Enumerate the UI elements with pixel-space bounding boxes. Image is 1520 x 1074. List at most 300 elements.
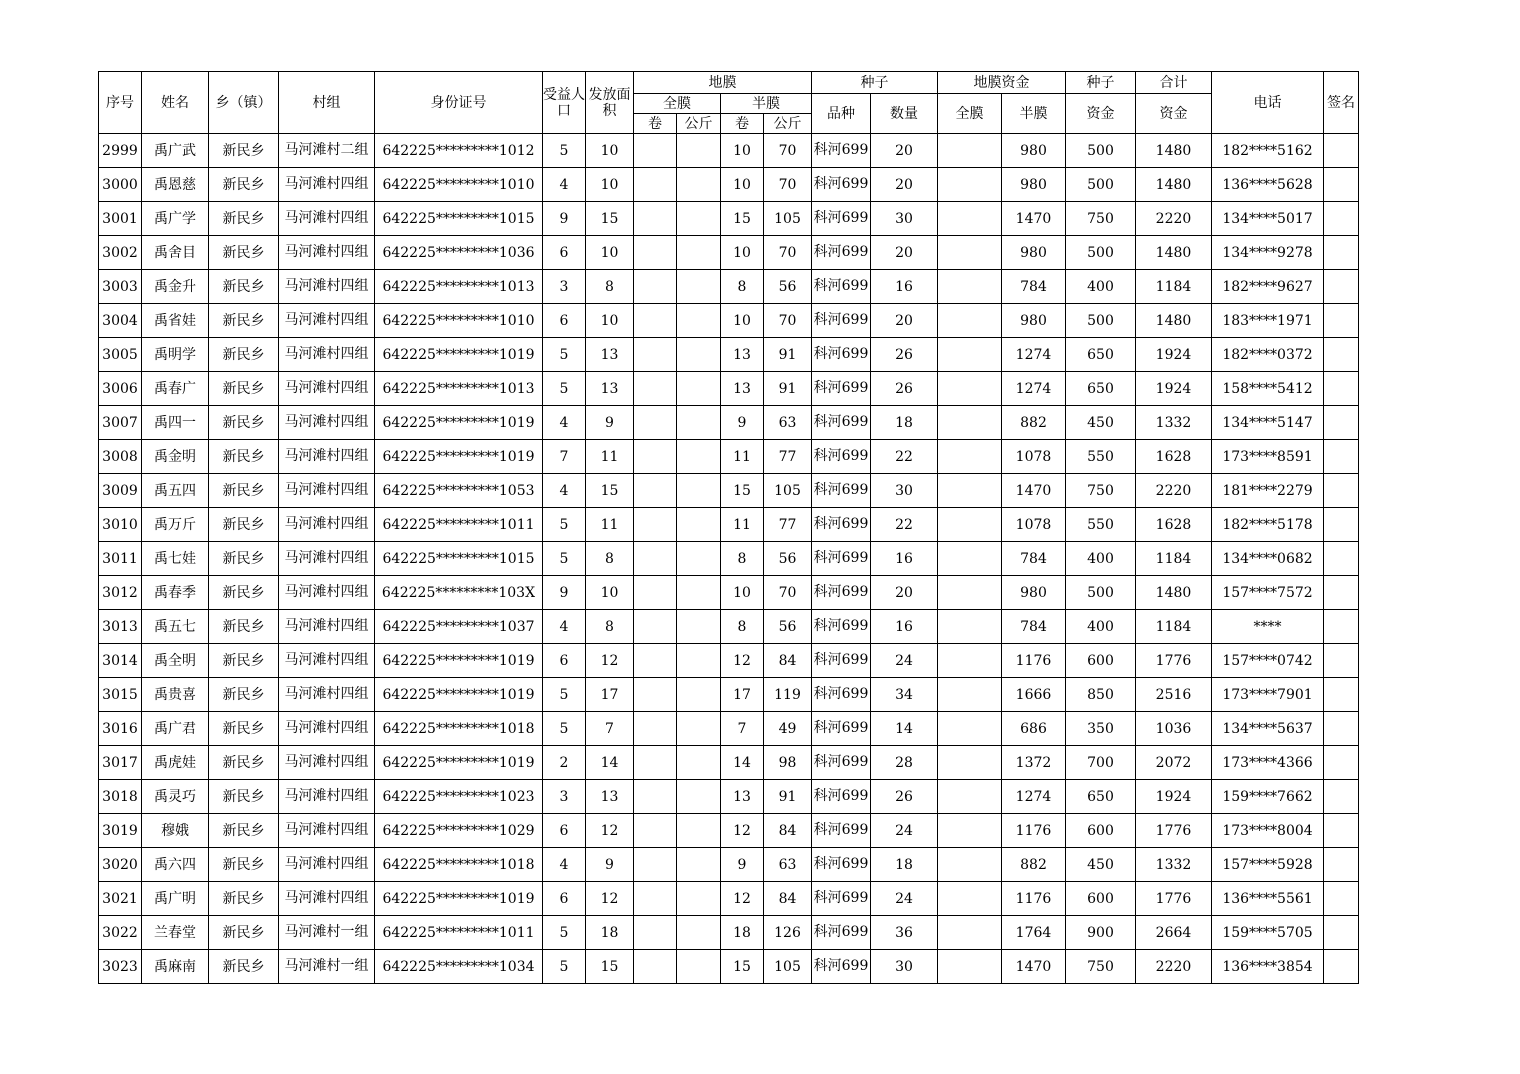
header-area: 发放面积: [586, 72, 634, 134]
cell-name: 禹广君: [142, 712, 209, 746]
cell-village: 马河滩村四组: [279, 372, 375, 406]
cell-name: 禹广明: [142, 882, 209, 916]
cell-id-number: 642225*********1018: [375, 848, 543, 882]
cell-full-roll: [634, 712, 677, 746]
cell-quantity: 20: [871, 304, 938, 338]
cell-area: 11: [586, 508, 634, 542]
cell-full-kg: [677, 950, 721, 984]
cell-seq: 3005: [99, 338, 142, 372]
cell-variety: 科河699: [812, 542, 871, 576]
cell-beneficiaries: 5: [543, 508, 586, 542]
cell-township: 新民乡: [209, 134, 279, 168]
cell-village: 马河滩村四组: [279, 882, 375, 916]
cell-township: 新民乡: [209, 168, 279, 202]
cell-township: 新民乡: [209, 814, 279, 848]
cell-beneficiaries: 5: [543, 678, 586, 712]
cell-variety: 科河699: [812, 406, 871, 440]
cell-full-film-funds: [938, 882, 1002, 916]
cell-total-funds: 1628: [1136, 508, 1212, 542]
cell-half-kg: 91: [764, 372, 812, 406]
cell-township: 新民乡: [209, 848, 279, 882]
header-township: 乡（镇）: [209, 72, 279, 134]
cell-full-roll: [634, 202, 677, 236]
cell-beneficiaries: 6: [543, 236, 586, 270]
cell-quantity: 18: [871, 406, 938, 440]
table-row: [99, 848, 1359, 882]
cell-name: 禹金升: [142, 270, 209, 304]
cell-township: 新民乡: [209, 270, 279, 304]
cell-township: 新民乡: [209, 406, 279, 440]
cell-variety: 科河699: [812, 270, 871, 304]
cell-village: 马河滩村四组: [279, 338, 375, 372]
cell-quantity: 36: [871, 916, 938, 950]
cell-half-kg: 56: [764, 542, 812, 576]
cell-variety: 科河699: [812, 338, 871, 372]
cell-half-film-funds: 1274: [1002, 338, 1066, 372]
cell-seed-funds: 500: [1066, 134, 1136, 168]
cell-full-kg: [677, 746, 721, 780]
cell-half-kg: 70: [764, 304, 812, 338]
cell-signature: [1324, 950, 1359, 984]
cell-half-roll: 9: [721, 848, 764, 882]
cell-half-kg: 77: [764, 440, 812, 474]
cell-quantity: 24: [871, 814, 938, 848]
cell-quantity: 22: [871, 508, 938, 542]
cell-full-roll: [634, 236, 677, 270]
cell-half-kg: 84: [764, 644, 812, 678]
header-mulch: 地膜: [634, 72, 812, 94]
cell-id-number: 642225*********1037: [375, 610, 543, 644]
header-id-number: 身份证号: [375, 72, 543, 134]
cell-total-funds: 1184: [1136, 542, 1212, 576]
header-full-film: 全膜: [634, 94, 721, 114]
cell-full-film-funds: [938, 644, 1002, 678]
cell-signature: [1324, 406, 1359, 440]
cell-village: 马河滩村四组: [279, 440, 375, 474]
cell-village: 马河滩村四组: [279, 610, 375, 644]
cell-half-film-funds: 784: [1002, 270, 1066, 304]
cell-name: 禹五四: [142, 474, 209, 508]
cell-signature: [1324, 304, 1359, 338]
table-row: [99, 542, 1359, 576]
cell-village: 马河滩村四组: [279, 780, 375, 814]
cell-variety: 科河699: [812, 236, 871, 270]
cell-signature: [1324, 916, 1359, 950]
cell-full-roll: [634, 440, 677, 474]
cell-quantity: 30: [871, 950, 938, 984]
cell-seed-funds: 600: [1066, 644, 1136, 678]
cell-township: 新民乡: [209, 474, 279, 508]
cell-full-kg: [677, 202, 721, 236]
cell-seq: 3008: [99, 440, 142, 474]
cell-phone: 182****5178: [1212, 508, 1324, 542]
cell-full-kg: [677, 916, 721, 950]
cell-name: 穆娥: [142, 814, 209, 848]
cell-full-kg: [677, 610, 721, 644]
cell-seq: 3022: [99, 916, 142, 950]
cell-seq: 3014: [99, 644, 142, 678]
cell-half-roll: 10: [721, 134, 764, 168]
cell-seed-funds: 400: [1066, 542, 1136, 576]
cell-seq: 3010: [99, 508, 142, 542]
cell-half-kg: 70: [764, 236, 812, 270]
cell-phone: 134****5147: [1212, 406, 1324, 440]
cell-phone: 158****5412: [1212, 372, 1324, 406]
cell-township: 新民乡: [209, 644, 279, 678]
cell-quantity: 24: [871, 644, 938, 678]
header-half-film: 半膜: [721, 94, 812, 114]
cell-area: 8: [586, 610, 634, 644]
cell-signature: [1324, 202, 1359, 236]
cell-full-kg: [677, 236, 721, 270]
cell-half-roll: 15: [721, 202, 764, 236]
cell-phone: 134****9278: [1212, 236, 1324, 270]
cell-half-kg: 84: [764, 882, 812, 916]
cell-seed-funds: 700: [1066, 746, 1136, 780]
cell-full-film-funds: [938, 576, 1002, 610]
cell-full-kg: [677, 882, 721, 916]
cell-half-film-funds: 1764: [1002, 916, 1066, 950]
cell-signature: [1324, 678, 1359, 712]
cell-half-roll: 14: [721, 746, 764, 780]
cell-area: 12: [586, 644, 634, 678]
header-full-roll: 卷: [634, 114, 677, 134]
cell-phone: 136****5628: [1212, 168, 1324, 202]
cell-township: 新民乡: [209, 338, 279, 372]
cell-name: 禹万斤: [142, 508, 209, 542]
cell-full-film-funds: [938, 780, 1002, 814]
header-seed: 种子: [812, 72, 938, 94]
cell-quantity: 28: [871, 746, 938, 780]
cell-seed-funds: 350: [1066, 712, 1136, 746]
cell-total-funds: 1776: [1136, 882, 1212, 916]
cell-quantity: 16: [871, 542, 938, 576]
cell-variety: 科河699: [812, 474, 871, 508]
cell-full-kg: [677, 304, 721, 338]
cell-half-roll: 12: [721, 644, 764, 678]
cell-full-roll: [634, 270, 677, 304]
header-seed-top: 种子: [1066, 72, 1136, 94]
cell-beneficiaries: 5: [543, 712, 586, 746]
cell-full-kg: [677, 780, 721, 814]
cell-phone: 182****0372: [1212, 338, 1324, 372]
cell-signature: [1324, 780, 1359, 814]
cell-quantity: 24: [871, 882, 938, 916]
cell-area: 8: [586, 270, 634, 304]
cell-phone: 134****5637: [1212, 712, 1324, 746]
cell-phone: 173****7901: [1212, 678, 1324, 712]
header-village: 村组: [279, 72, 375, 134]
cell-half-film-funds: 1470: [1002, 474, 1066, 508]
cell-full-roll: [634, 848, 677, 882]
cell-signature: [1324, 134, 1359, 168]
cell-half-roll: 8: [721, 542, 764, 576]
cell-beneficiaries: 6: [543, 304, 586, 338]
cell-seq: 2999: [99, 134, 142, 168]
cell-village: 马河滩村四组: [279, 542, 375, 576]
cell-total-funds: 1480: [1136, 236, 1212, 270]
cell-seed-funds: 850: [1066, 678, 1136, 712]
cell-id-number: 642225*********1029: [375, 814, 543, 848]
cell-id-number: 642225*********1053: [375, 474, 543, 508]
cell-seq: 3013: [99, 610, 142, 644]
cell-village: 马河滩村四组: [279, 508, 375, 542]
cell-full-kg: [677, 712, 721, 746]
cell-seed-funds: 500: [1066, 168, 1136, 202]
cell-full-film-funds: [938, 440, 1002, 474]
cell-variety: 科河699: [812, 508, 871, 542]
cell-seed-funds: 600: [1066, 882, 1136, 916]
cell-quantity: 16: [871, 610, 938, 644]
cell-half-kg: 119: [764, 678, 812, 712]
cell-full-roll: [634, 474, 677, 508]
header-total-funds: 资金: [1136, 94, 1212, 134]
cell-phone: 134****5017: [1212, 202, 1324, 236]
table-row: [99, 644, 1359, 678]
cell-half-roll: 8: [721, 270, 764, 304]
cell-beneficiaries: 6: [543, 814, 586, 848]
cell-full-kg: [677, 406, 721, 440]
cell-seq: 3016: [99, 712, 142, 746]
cell-quantity: 16: [871, 270, 938, 304]
cell-township: 新民乡: [209, 542, 279, 576]
cell-full-roll: [634, 780, 677, 814]
cell-beneficiaries: 4: [543, 474, 586, 508]
cell-township: 新民乡: [209, 712, 279, 746]
cell-quantity: 22: [871, 440, 938, 474]
cell-seq: 3002: [99, 236, 142, 270]
cell-signature: [1324, 746, 1359, 780]
cell-variety: 科河699: [812, 168, 871, 202]
cell-full-film-funds: [938, 712, 1002, 746]
cell-township: 新民乡: [209, 610, 279, 644]
cell-signature: [1324, 168, 1359, 202]
cell-half-film-funds: 1078: [1002, 508, 1066, 542]
cell-beneficiaries: 4: [543, 168, 586, 202]
cell-id-number: 642225*********1023: [375, 780, 543, 814]
cell-id-number: 642225*********1012: [375, 134, 543, 168]
cell-total-funds: 2664: [1136, 916, 1212, 950]
cell-half-film-funds: 784: [1002, 542, 1066, 576]
cell-id-number: 642225*********1011: [375, 508, 543, 542]
cell-id-number: 642225*********1019: [375, 882, 543, 916]
cell-township: 新民乡: [209, 304, 279, 338]
cell-half-roll: 12: [721, 882, 764, 916]
cell-seed-funds: 750: [1066, 950, 1136, 984]
header-name: 姓名: [142, 72, 209, 134]
cell-half-film-funds: 882: [1002, 848, 1066, 882]
cell-quantity: 26: [871, 338, 938, 372]
cell-beneficiaries: 5: [543, 372, 586, 406]
cell-full-kg: [677, 644, 721, 678]
cell-name: 禹春季: [142, 576, 209, 610]
cell-township: 新民乡: [209, 576, 279, 610]
cell-full-film-funds: [938, 338, 1002, 372]
header-seq: 序号: [99, 72, 142, 134]
cell-area: 13: [586, 338, 634, 372]
cell-township: 新民乡: [209, 508, 279, 542]
table-row: [99, 474, 1359, 508]
cell-full-roll: [634, 406, 677, 440]
cell-full-kg: [677, 474, 721, 508]
table-row: [99, 338, 1359, 372]
cell-half-film-funds: 1078: [1002, 440, 1066, 474]
cell-seed-funds: 500: [1066, 576, 1136, 610]
cell-seed-funds: 400: [1066, 270, 1136, 304]
cell-id-number: 642225*********103X: [375, 576, 543, 610]
cell-id-number: 642225*********1013: [375, 270, 543, 304]
cell-phone: 159****5705: [1212, 916, 1324, 950]
cell-village: 马河滩村二组: [279, 134, 375, 168]
cell-id-number: 642225*********1010: [375, 304, 543, 338]
cell-half-film-funds: 1372: [1002, 746, 1066, 780]
cell-full-film-funds: [938, 916, 1002, 950]
header-total-top: 合计: [1136, 72, 1212, 94]
cell-variety: 科河699: [812, 950, 871, 984]
cell-name: 禹灵巧: [142, 780, 209, 814]
cell-village: 马河滩村四组: [279, 746, 375, 780]
cell-full-kg: [677, 372, 721, 406]
cell-variety: 科河699: [812, 780, 871, 814]
cell-name: 禹省娃: [142, 304, 209, 338]
cell-half-film-funds: 980: [1002, 304, 1066, 338]
cell-id-number: 642225*********1015: [375, 202, 543, 236]
table-row: [99, 916, 1359, 950]
table-row: [99, 576, 1359, 610]
cell-id-number: 642225*********1018: [375, 712, 543, 746]
cell-township: 新民乡: [209, 678, 279, 712]
cell-area: 13: [586, 780, 634, 814]
cell-half-film-funds: 1274: [1002, 780, 1066, 814]
cell-total-funds: 1924: [1136, 780, 1212, 814]
table-row: [99, 440, 1359, 474]
cell-quantity: 20: [871, 576, 938, 610]
cell-half-film-funds: 1666: [1002, 678, 1066, 712]
cell-total-funds: 1776: [1136, 814, 1212, 848]
cell-seed-funds: 550: [1066, 440, 1136, 474]
cell-signature: [1324, 882, 1359, 916]
cell-village: 马河滩村四组: [279, 270, 375, 304]
cell-half-film-funds: 980: [1002, 236, 1066, 270]
cell-full-film-funds: [938, 508, 1002, 542]
cell-full-film-funds: [938, 270, 1002, 304]
cell-id-number: 642225*********1019: [375, 678, 543, 712]
cell-signature: [1324, 576, 1359, 610]
table-row: [99, 236, 1359, 270]
cell-seq: 3000: [99, 168, 142, 202]
cell-quantity: 20: [871, 168, 938, 202]
cell-village: 马河滩村四组: [279, 304, 375, 338]
cell-seed-funds: 500: [1066, 236, 1136, 270]
cell-id-number: 642225*********1036: [375, 236, 543, 270]
cell-area: 18: [586, 916, 634, 950]
header-half-kg: 公斤: [764, 114, 812, 134]
cell-township: 新民乡: [209, 950, 279, 984]
cell-full-film-funds: [938, 814, 1002, 848]
cell-variety: 科河699: [812, 134, 871, 168]
cell-area: 13: [586, 372, 634, 406]
cell-full-film-funds: [938, 746, 1002, 780]
cell-village: 马河滩村四组: [279, 406, 375, 440]
cell-area: 10: [586, 304, 634, 338]
cell-variety: 科河699: [812, 644, 871, 678]
cell-phone: 157****5928: [1212, 848, 1324, 882]
cell-half-kg: 63: [764, 406, 812, 440]
cell-seq: 3004: [99, 304, 142, 338]
cell-half-film-funds: 882: [1002, 406, 1066, 440]
cell-township: 新民乡: [209, 780, 279, 814]
cell-beneficiaries: 5: [543, 950, 586, 984]
cell-variety: 科河699: [812, 814, 871, 848]
cell-id-number: 642225*********1034: [375, 950, 543, 984]
table-row: [99, 780, 1359, 814]
cell-variety: 科河699: [812, 610, 871, 644]
cell-full-kg: [677, 270, 721, 304]
cell-township: 新民乡: [209, 746, 279, 780]
cell-area: 7: [586, 712, 634, 746]
cell-full-kg: [677, 678, 721, 712]
cell-seed-funds: 750: [1066, 202, 1136, 236]
table-row: [99, 678, 1359, 712]
cell-full-kg: [677, 542, 721, 576]
cell-township: 新民乡: [209, 916, 279, 950]
cell-area: 12: [586, 814, 634, 848]
cell-quantity: 26: [871, 780, 938, 814]
cell-seq: 3021: [99, 882, 142, 916]
cell-total-funds: 1480: [1136, 576, 1212, 610]
cell-area: 12: [586, 882, 634, 916]
cell-full-film-funds: [938, 406, 1002, 440]
table-row: [99, 610, 1359, 644]
cell-half-kg: 105: [764, 950, 812, 984]
cell-beneficiaries: 6: [543, 644, 586, 678]
cell-half-film-funds: 980: [1002, 168, 1066, 202]
table-body: [99, 134, 1359, 984]
cell-beneficiaries: 9: [543, 202, 586, 236]
cell-full-film-funds: [938, 542, 1002, 576]
cell-signature: [1324, 508, 1359, 542]
cell-phone: 159****7662: [1212, 780, 1324, 814]
cell-village: 马河滩村四组: [279, 678, 375, 712]
cell-quantity: 20: [871, 236, 938, 270]
header-mulch-funds: 地膜资金: [938, 72, 1066, 94]
cell-township: 新民乡: [209, 882, 279, 916]
cell-beneficiaries: 4: [543, 848, 586, 882]
cell-half-roll: 11: [721, 440, 764, 474]
cell-village: 马河滩村四组: [279, 576, 375, 610]
cell-variety: 科河699: [812, 848, 871, 882]
cell-full-film-funds: [938, 678, 1002, 712]
cell-area: 10: [586, 576, 634, 610]
cell-seed-funds: 600: [1066, 814, 1136, 848]
cell-total-funds: 2516: [1136, 678, 1212, 712]
cell-half-roll: 10: [721, 168, 764, 202]
cell-half-film-funds: 1470: [1002, 950, 1066, 984]
cell-full-roll: [634, 950, 677, 984]
cell-township: 新民乡: [209, 236, 279, 270]
cell-beneficiaries: 5: [543, 338, 586, 372]
cell-seq: 3017: [99, 746, 142, 780]
cell-total-funds: 1480: [1136, 304, 1212, 338]
table-row: [99, 950, 1359, 984]
cell-full-film-funds: [938, 168, 1002, 202]
distribution-table: [98, 71, 1359, 984]
cell-seq: 3015: [99, 678, 142, 712]
cell-village: 马河滩村一组: [279, 950, 375, 984]
cell-seq: 3018: [99, 780, 142, 814]
table-row: [99, 746, 1359, 780]
cell-quantity: 30: [871, 474, 938, 508]
